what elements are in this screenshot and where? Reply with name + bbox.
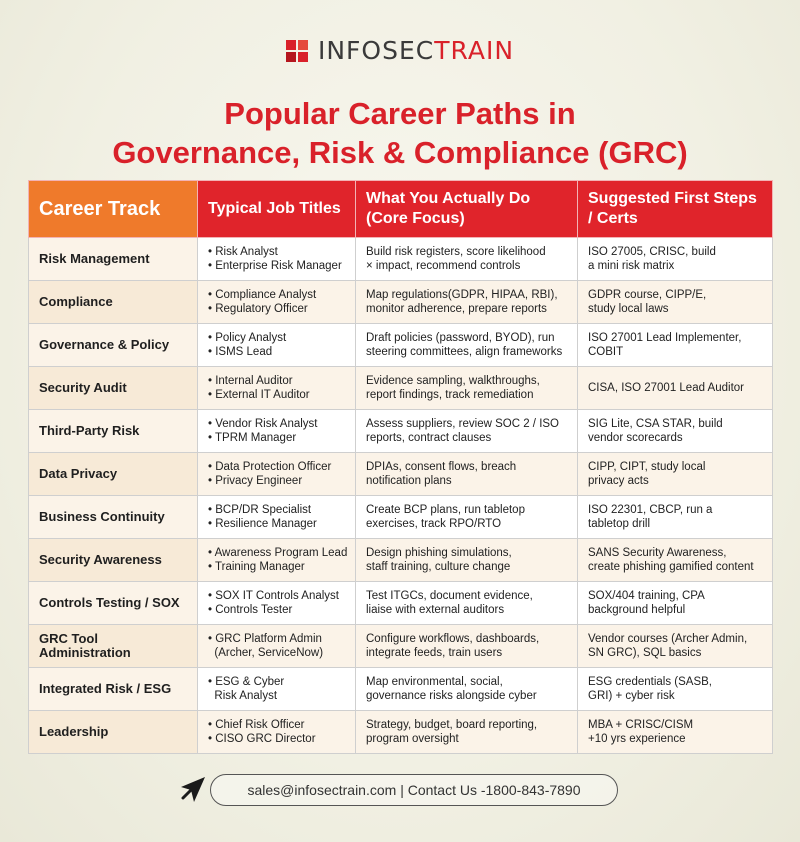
job-titles-cell — [198, 410, 356, 453]
career-track-cell: Controls Testing / SOX — [29, 582, 198, 625]
job-titles-cell-line: • BCP/DR Specialist — [208, 504, 312, 516]
table-row — [29, 238, 773, 281]
first-steps-cell — [578, 711, 773, 754]
job-titles-cell-line: • Data Protection Officer — [208, 461, 332, 473]
first-steps-cell-line: CIPP, CIPT, study local — [588, 461, 706, 473]
table-body — [29, 238, 773, 754]
job-titles-cell — [198, 281, 356, 324]
job-titles-cell-line: • Vendor Risk Analyst — [208, 418, 318, 430]
table-row — [29, 711, 773, 754]
first-steps-cell-line: tabletop drill — [588, 518, 651, 530]
job-titles-cell — [198, 453, 356, 496]
header-first-steps: Suggested First Steps / Certs — [578, 181, 773, 238]
core-focus-cell — [356, 453, 578, 496]
core-focus-cell-line: Map regulations(GDPR, HIPAA, RBI), — [366, 289, 558, 301]
core-focus-cell-line: exercises, track RPO/RTO — [366, 518, 502, 530]
career-track-cell: Security Audit — [29, 367, 198, 410]
table-row — [29, 668, 773, 711]
job-titles-cell — [198, 367, 356, 410]
core-focus-cell — [356, 711, 578, 754]
job-titles-cell-line: • SOX IT Controls Analyst — [208, 590, 340, 602]
job-titles-cell-line: • Risk Analyst — [208, 246, 278, 258]
table-header-row — [29, 181, 773, 238]
first-steps-cell — [578, 324, 773, 367]
first-steps-cell-line: CISA, ISO 27001 Lead Auditor — [588, 382, 744, 394]
career-track-cell: Data Privacy — [29, 453, 198, 496]
first-steps-cell-line: background helpful — [588, 604, 686, 616]
core-focus-cell — [356, 367, 578, 410]
core-focus-cell — [356, 324, 578, 367]
first-steps-cell — [578, 582, 773, 625]
first-steps-cell-line: Vendor courses (Archer Admin, — [588, 633, 748, 645]
core-focus-cell-line: liaise with external auditors — [366, 604, 505, 616]
table-row — [29, 324, 773, 367]
job-titles-cell-line: Risk Analyst — [208, 690, 278, 702]
career-track-cell: Leadership — [29, 711, 198, 754]
core-focus-cell-line: Configure workflows, dashboards, — [366, 633, 540, 645]
first-steps-cell-line: MBA + CRISC/CISM — [588, 719, 694, 731]
first-steps-cell — [578, 367, 773, 410]
first-steps-cell-line: ISO 22301, CBCP, run a — [588, 504, 713, 516]
job-titles-cell-line: • ESG & Cyber — [208, 676, 285, 688]
contact-pill[interactable] — [210, 774, 618, 806]
core-focus-cell-line: report findings, track remediation — [366, 389, 534, 401]
cursor-arrow-icon — [180, 776, 206, 804]
core-focus-cell-line: Evidence sampling, walkthroughs, — [366, 375, 540, 387]
job-titles-cell-line: • TPRM Manager — [208, 432, 297, 444]
career-track-cell: Integrated Risk / ESG — [29, 668, 198, 711]
table-row — [29, 367, 773, 410]
core-focus-cell-line: steering committees, align frameworks — [366, 346, 563, 358]
job-titles-cell-line: • Chief Risk Officer — [208, 719, 305, 731]
first-steps-cell-line: SOX/404 training, CPA — [588, 590, 705, 602]
core-focus-cell-line: Design phishing simulations, — [366, 547, 512, 559]
job-titles-cell-line: • Policy Analyst — [208, 332, 287, 344]
job-titles-cell-line: • Resilience Manager — [208, 518, 317, 530]
first-steps-cell-line: SN GRC), SQL basics — [588, 647, 702, 659]
job-titles-cell — [198, 582, 356, 625]
core-focus-cell-line: reports, contract clauses — [366, 432, 492, 444]
core-focus-cell-line: Assess suppliers, review SOC 2 / ISO — [366, 418, 560, 430]
page-title — [0, 94, 800, 172]
career-paths-table — [28, 180, 773, 754]
job-titles-cell-line: • Internal Auditor — [208, 375, 293, 387]
table-row — [29, 539, 773, 582]
job-titles-cell-line: (Archer, ServiceNow) — [208, 647, 324, 659]
core-focus-cell-line: Draft policies (password, BYOD), run — [366, 332, 555, 344]
first-steps-cell-line: GRI) + cyber risk — [588, 690, 675, 702]
first-steps-cell-line: COBIT — [588, 346, 624, 358]
career-track-cell: GRC Tool Administration — [29, 625, 198, 668]
table-row — [29, 582, 773, 625]
job-titles-cell-line: • External IT Auditor — [208, 389, 310, 401]
core-focus-cell-line: DPIAs, consent flows, breach — [366, 461, 517, 473]
job-titles-cell-line: • Controls Tester — [208, 604, 293, 616]
first-steps-cell — [578, 238, 773, 281]
core-focus-cell-line: × impact, recommend controls — [366, 260, 521, 272]
job-titles-cell — [198, 711, 356, 754]
core-focus-cell — [356, 582, 578, 625]
first-steps-cell-line: GDPR course, CIPP/E, — [588, 289, 707, 301]
header-core-focus: What You Actually Do (Core Focus) — [356, 181, 578, 238]
core-focus-cell-line: Build risk registers, score likelihood — [366, 246, 546, 258]
header-career-track: Career Track — [29, 181, 198, 238]
career-track-cell: Business Continuity — [29, 496, 198, 539]
job-titles-cell — [198, 668, 356, 711]
job-titles-cell — [198, 496, 356, 539]
job-titles-cell — [198, 539, 356, 582]
job-titles-cell — [198, 324, 356, 367]
first-steps-cell — [578, 281, 773, 324]
logo-icon — [286, 40, 308, 62]
core-focus-cell-line: Create BCP plans, run tabletop — [366, 504, 525, 516]
job-titles-cell-line: • CISO GRC Director — [208, 733, 316, 745]
first-steps-cell-line: ESG credentials (SASB, — [588, 676, 712, 688]
table-row — [29, 453, 773, 496]
job-titles-cell-line: • Training Manager — [208, 561, 305, 573]
first-steps-cell — [578, 496, 773, 539]
contact-text[interactable]: sales@infosectrain.com | Contact Us -1800-843-7890 — [247, 782, 581, 798]
career-track-cell: Governance & Policy — [29, 324, 198, 367]
first-steps-cell — [578, 625, 773, 668]
first-steps-cell-line: privacy acts — [588, 475, 649, 487]
core-focus-cell — [356, 410, 578, 453]
table-row — [29, 281, 773, 324]
job-titles-cell-line: • Awareness Program Lead — [208, 547, 348, 559]
first-steps-cell-line: SANS Security Awareness, — [588, 547, 727, 559]
first-steps-cell-line: study local laws — [588, 303, 669, 315]
core-focus-cell-line: Map environmental, social, — [366, 676, 503, 688]
core-focus-cell-line: governance risks alongside cyber — [366, 690, 537, 702]
core-focus-cell-line: program oversight — [366, 733, 459, 745]
first-steps-cell — [578, 453, 773, 496]
core-focus-cell-line: monitor adherence, prepare reports — [366, 303, 547, 315]
core-focus-cell-line: integrate feeds, train users — [366, 647, 503, 659]
first-steps-cell — [578, 539, 773, 582]
job-titles-cell — [198, 625, 356, 668]
first-steps-cell-line: SIG Lite, CSA STAR, build — [588, 418, 723, 430]
core-focus-cell — [356, 281, 578, 324]
core-focus-cell — [356, 625, 578, 668]
brand-name: INFOSECTRAIN — [317, 36, 515, 65]
job-titles-cell-line: • GRC Platform Admin — [208, 633, 322, 645]
core-focus-cell — [356, 238, 578, 281]
job-titles-cell-line: • Enterprise Risk Manager — [208, 260, 342, 272]
first-steps-cell-line: ISO 27005, CRISC, build — [588, 246, 716, 258]
job-titles-cell — [198, 238, 356, 281]
career-track-cell: Security Awareness — [29, 539, 198, 582]
core-focus-cell-line: notification plans — [366, 475, 452, 487]
core-focus-cell — [356, 668, 578, 711]
title-line-2: Governance, Risk & Compliance (GRC) — [112, 135, 688, 170]
job-titles-cell-line: • Regulatory Officer — [208, 303, 308, 315]
brand-logo — [0, 36, 800, 65]
core-focus-cell — [356, 539, 578, 582]
table-row — [29, 625, 773, 668]
first-steps-cell-line: vendor scorecards — [588, 432, 683, 444]
table-row — [29, 496, 773, 539]
job-titles-cell-line: • Privacy Engineer — [208, 475, 303, 487]
table-row — [29, 410, 773, 453]
job-titles-cell-line: • Compliance Analyst — [208, 289, 317, 301]
core-focus-cell-line: staff training, culture change — [366, 561, 511, 573]
first-steps-cell-line: a mini risk matrix — [588, 260, 675, 272]
first-steps-cell-line: create phishing gamified content — [588, 561, 754, 573]
core-focus-cell-line: Test ITGCs, document evidence, — [366, 590, 533, 602]
first-steps-cell-line: +10 yrs experience — [588, 733, 686, 745]
core-focus-cell — [356, 496, 578, 539]
first-steps-cell — [578, 410, 773, 453]
core-focus-cell-line: Strategy, budget, board reporting, — [366, 719, 538, 731]
header-job-titles: Typical Job Titles — [198, 181, 356, 238]
career-track-cell: Risk Management — [29, 238, 198, 281]
first-steps-cell — [578, 668, 773, 711]
career-track-cell: Third-Party Risk — [29, 410, 198, 453]
first-steps-cell-line: ISO 27001 Lead Implementer, — [588, 332, 742, 344]
title-line-1: Popular Career Paths in — [224, 96, 576, 131]
job-titles-cell-line: • ISMS Lead — [208, 346, 273, 358]
career-track-cell: Compliance — [29, 281, 198, 324]
